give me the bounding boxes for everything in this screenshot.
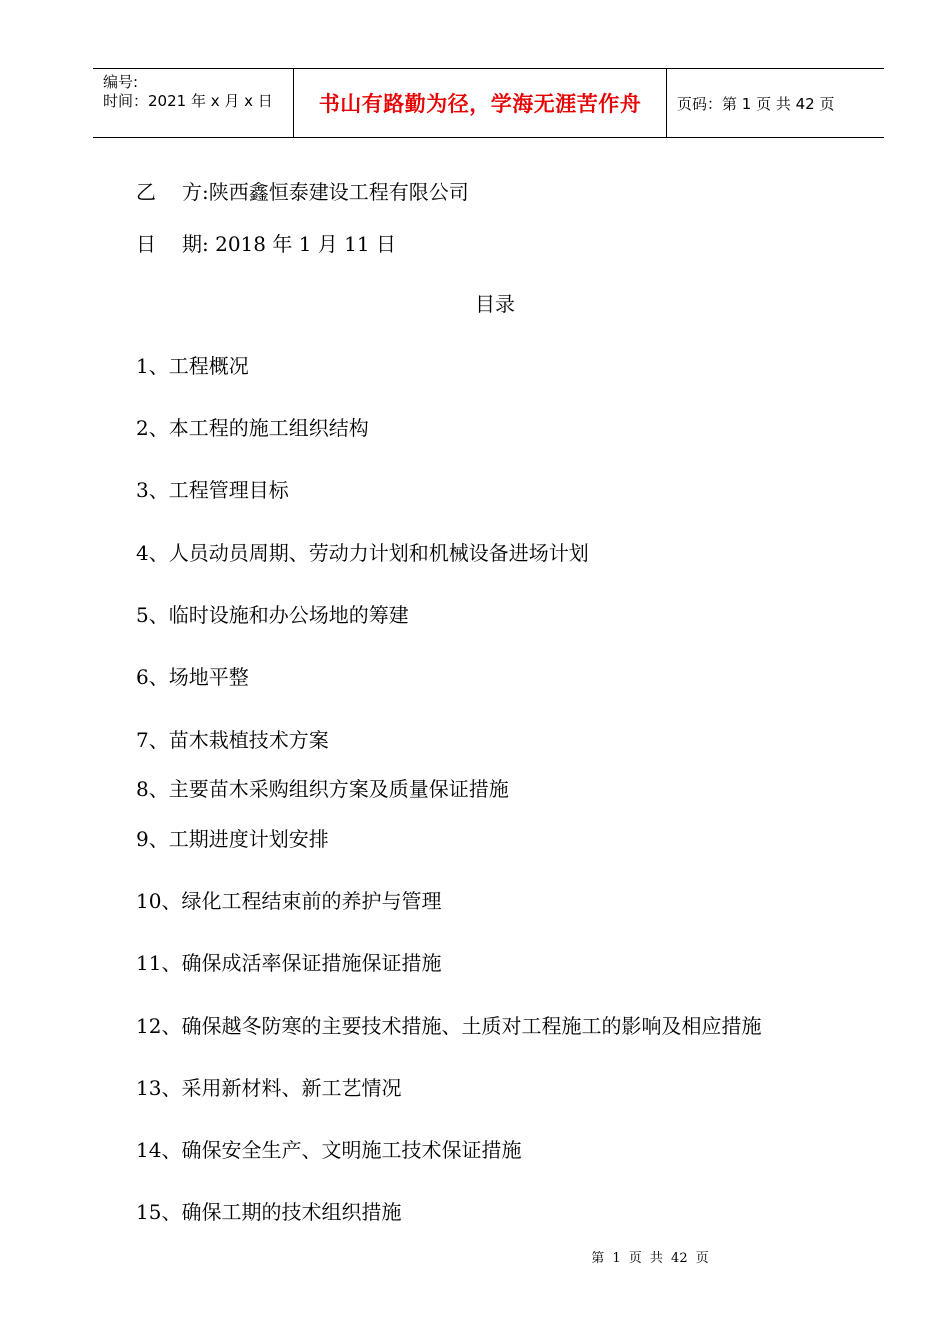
toc-item: 4、人员动员周期、劳动力计划和机械设备进场计划 bbox=[136, 541, 589, 565]
toc-item: 14、确保安全生产、文明施工技术保证措施 bbox=[136, 1138, 522, 1162]
toc-title: 目录 bbox=[475, 292, 515, 316]
toc-item: 6、场地平整 bbox=[136, 665, 249, 689]
party-b-label-first: 乙 bbox=[136, 180, 156, 204]
party-b-value: 陕西鑫恒泰建设工程有限公司 bbox=[208, 180, 469, 204]
toc-item: 12、确保越冬防寒的主要技术措施、土质对工程施工的影响及相应措施 bbox=[136, 1014, 762, 1038]
toc-item: 15、确保工期的技术组织措施 bbox=[136, 1200, 402, 1224]
header-motto: 书山有路勤为径，学海无涯苦作舟 bbox=[294, 69, 667, 137]
toc-item: 9、工期进度计划安排 bbox=[136, 827, 329, 851]
toc-item: 5、临时设施和办公场地的筹建 bbox=[136, 603, 409, 627]
party-b-line bbox=[136, 176, 469, 205]
party-b-label-second: 方: bbox=[182, 180, 209, 204]
date-label-first: 日 bbox=[136, 232, 156, 256]
page-footer: 第 1 页 共 42 页 bbox=[591, 1251, 709, 1266]
toc-item: 10、绿化工程结束前的养护与管理 bbox=[136, 889, 442, 913]
toc-item: 13、采用新材料、新工艺情况 bbox=[136, 1076, 402, 1100]
header-meta-cell bbox=[93, 69, 294, 137]
toc-item: 2、本工程的施工组织结构 bbox=[136, 416, 369, 440]
document-header bbox=[93, 68, 884, 138]
toc-item: 1、工程概况 bbox=[136, 354, 249, 378]
toc-item: 8、主要苗木采购组织方案及质量保证措施 bbox=[136, 777, 509, 801]
toc-item: 3、工程管理目标 bbox=[136, 478, 289, 502]
date-line bbox=[136, 228, 396, 257]
date-value: 2018 年 1 月 11 日 bbox=[215, 232, 396, 256]
toc-item: 11、确保成活率保证措施保证措施 bbox=[136, 951, 442, 975]
header-page-info: 页码：第 1 页 共 42 页 bbox=[677, 94, 835, 113]
document-time-label: 时间：2021 年 x 月 x 日 bbox=[103, 92, 273, 110]
date-label-second: 期: bbox=[182, 232, 209, 256]
toc-item: 7、苗木栽植技术方案 bbox=[136, 728, 329, 752]
document-number-label: 编号: bbox=[103, 73, 139, 91]
